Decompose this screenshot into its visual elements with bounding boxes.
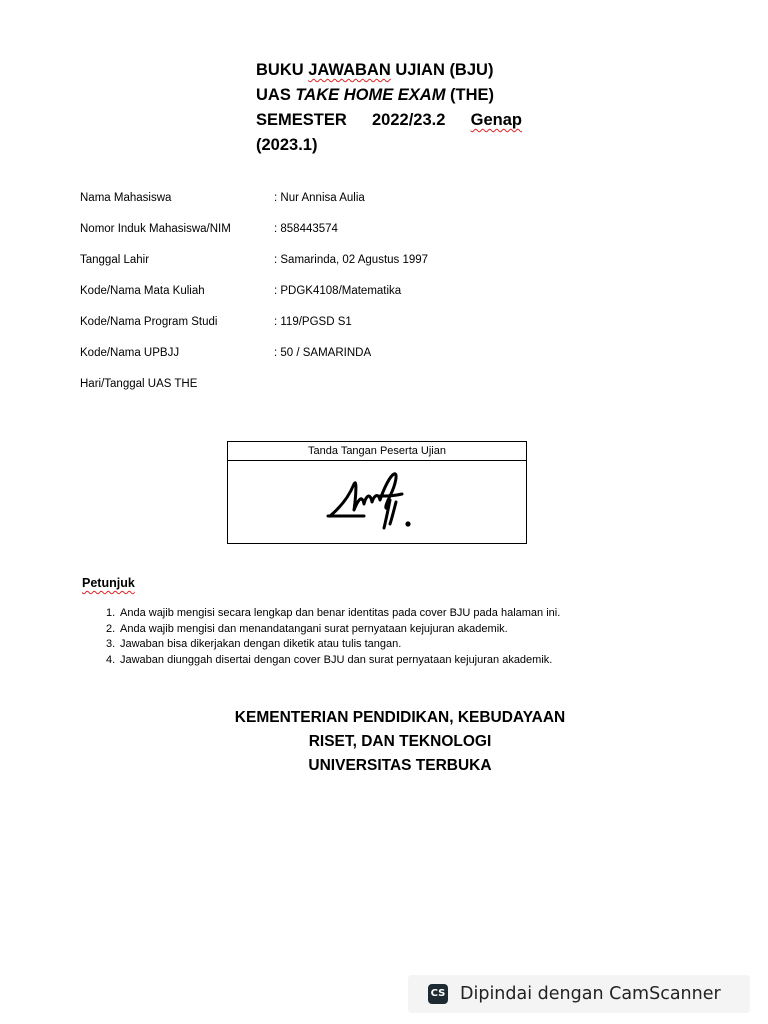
field-value: : 50 / SAMARINDA <box>274 347 372 359</box>
field-value: : 119/PGSD S1 <box>274 316 352 328</box>
camscanner-label: Dipindai dengan CamScanner <box>460 984 721 1004</box>
field-value: : 858443574 <box>274 223 338 235</box>
title-line-1 <box>256 58 522 83</box>
title-text: UJIAN (BJU) <box>390 61 494 79</box>
title-line-2 <box>256 83 522 108</box>
title-text: JAWABAN <box>308 61 391 79</box>
signature-heading: Tanda Tangan Peserta Ujian <box>228 442 526 461</box>
title-text: (THE) <box>445 86 495 104</box>
list-item-number: 2. <box>106 622 116 635</box>
field-value: : Nur Annisa Aulia <box>274 192 365 204</box>
camscanner-logo-icon: CS <box>428 984 448 1004</box>
field-value: : Samarinda, 02 Agustus 1997 <box>274 254 429 266</box>
instructions-title: Petunjuk <box>82 576 135 590</box>
instructions-list <box>106 606 560 668</box>
list-item-text: Anda wajib mengisi dan menandatangani surat pernyataan kejujuran akademik. <box>120 622 508 635</box>
title-line-4: (2023.1) <box>256 136 318 154</box>
camscanner-badge <box>408 975 750 1013</box>
title-text: UAS <box>256 86 296 104</box>
list-item <box>106 637 560 653</box>
list-item-text: Anda wajib mengisi secara lengkap dan benar identitas pada cover BJU pada halaman ini. <box>120 607 561 619</box>
list-item-text: Jawaban bisa dikerjakan dengan diketik atau tulis tangan. <box>120 638 402 650</box>
field-label: Nama Mahasiswa <box>80 192 172 204</box>
list-item-number: 1. <box>106 607 116 619</box>
list-item-number: 3. <box>106 638 116 650</box>
title-text: SEMESTER <box>256 111 347 129</box>
title-text: 2022/23.2 <box>372 111 446 129</box>
title-line-3 <box>256 108 522 133</box>
ministry-line: UNIVERSITAS TERBUKA <box>308 757 492 774</box>
list-item <box>106 653 560 669</box>
field-value: : PDGK4108/Matematika <box>274 285 402 297</box>
list-item <box>106 606 560 622</box>
field-label: Kode/Nama Mata Kuliah <box>80 285 205 297</box>
ministry-line: RISET, DAN TEKNOLOGI <box>308 733 492 750</box>
handwritten-signature <box>324 466 424 540</box>
ministry-line: KEMENTERIAN PENDIDIKAN, KEBUDAYAAN <box>234 709 566 726</box>
signature-box <box>227 441 527 544</box>
field-label: Kode/Nama Program Studi <box>80 316 218 328</box>
list-item-text: Jawaban diunggah disertai dengan cover BJU dan surat pernyataan kejujuran akademik. <box>120 653 553 666</box>
list-item <box>106 622 560 638</box>
field-label: Hari/Tanggal UAS THE <box>80 378 198 390</box>
field-label: Tanggal Lahir <box>80 254 150 266</box>
ministry-heading <box>200 706 600 778</box>
title-text: TAKE HOME EXAM <box>295 86 446 104</box>
list-item-number: 4. <box>106 653 116 666</box>
title-text: Genap <box>470 111 522 129</box>
field-label: Kode/Nama UPBJJ <box>80 347 180 359</box>
field-label: Nomor Induk Mahasiswa/NIM <box>80 223 231 235</box>
title-text: BUKU <box>256 61 309 79</box>
document-title <box>256 58 522 158</box>
